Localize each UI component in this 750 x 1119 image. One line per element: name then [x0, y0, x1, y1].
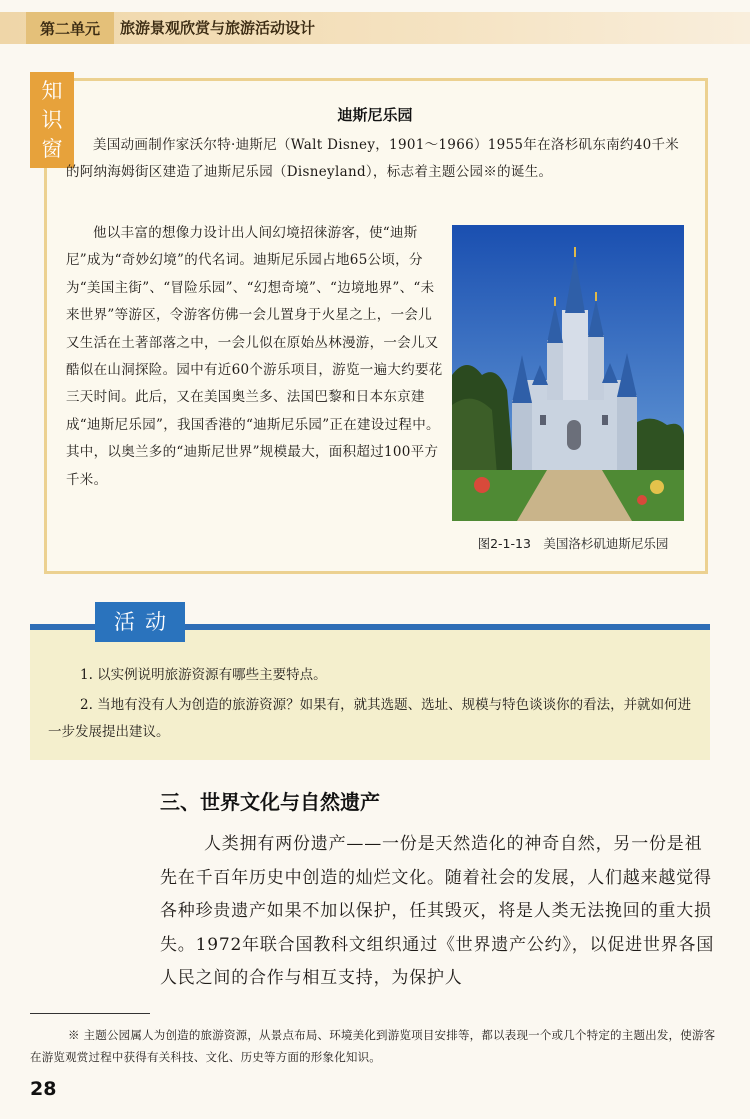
unit-title: 旅游景观欣赏与旅游活动设计 [120, 19, 316, 37]
knowledge-title: 迪斯尼乐园 [337, 106, 413, 124]
badge-char: 知 [41, 79, 63, 103]
unit-label: 第二单元 [26, 12, 114, 44]
disneyland-castle-photo [452, 225, 684, 521]
castle-image [452, 225, 684, 521]
activity-item: 2. 当地有没有人为创造的旅游资源？如果有，就其选题、选址、规模与特色谈谈你的看法，并就如何进一步发展提出建议。 [48, 697, 692, 740]
figure-caption: 图2-1-13 美国洛杉矶迪斯尼乐园 [477, 536, 669, 551]
footnote: ※ 主题公园属人为创造的旅游资源，从景点布局、环境美化到游览项目安排等，都以表现一个或几个特定的主题出发，使游客在游览观赏过程中获得有关科技、文化、历史等方面的形象化知识。 [30, 1028, 716, 1064]
badge-char: 识 [41, 108, 63, 132]
knowledge-paragraph-2: 他以丰富的想像力设计出人间幻境招徕游客，使“迪斯尼”成为“奇妙幻境”的代名词。迪斯尼乐园占地65公顷，分为“美国主街”、“冒险乐园”、“幻想奇境”、“边境地界”、“未来世界”等游区，令游客仿佛一会儿置身于火星之上，一会儿又生活在土著部落之中，一会儿似在原始丛林漫游，一会儿又酷似在山洞探险。园中有近60个游乐项目，游览一遍大约要花三天时间。此后，又在美国奥兰多、法国巴黎和日本东京建成“迪斯尼乐园”，我国香港的“迪斯尼乐园”正在建设过程中。其中，以奥兰多的“迪斯尼世界”规模最大，面积超过100平方千米。 [66, 225, 443, 488]
footnote-rule [30, 1013, 150, 1014]
activity-label: 活动 [95, 602, 185, 642]
page-number: 28 [30, 1078, 57, 1100]
section-title: 三、世界文化与自然遗产 [160, 790, 380, 814]
activity-item: 1. 以实例说明旅游资源有哪些主要特点。 [80, 667, 327, 683]
knowledge-paragraph-1: 美国动画制作家沃尔特·迪斯尼（Walt Disney，1901～1966）1955年在洛杉矶东南约40千米的阿纳海姆街区建造了迪斯尼乐园（Disneyland），标志着主题公园※的诞生。 [66, 137, 680, 180]
badge-char: 窗 [41, 137, 63, 161]
activity-list [48, 662, 698, 746]
section-paragraph: 人类拥有两份遗产——一份是天然造化的神奇自然，另一份是祖先在千百年历史中创造的灿烂文化。随着社会的发展，人们越来越觉得各种珍贵遗产如果不加以保护，任其毁灭，将是人类无法挽回的重大损失。1972年联合国教科文组织通过《世界遗产公约》，以促进世界各国人民之间的合作与相互支持，为保护人 [160, 834, 715, 989]
